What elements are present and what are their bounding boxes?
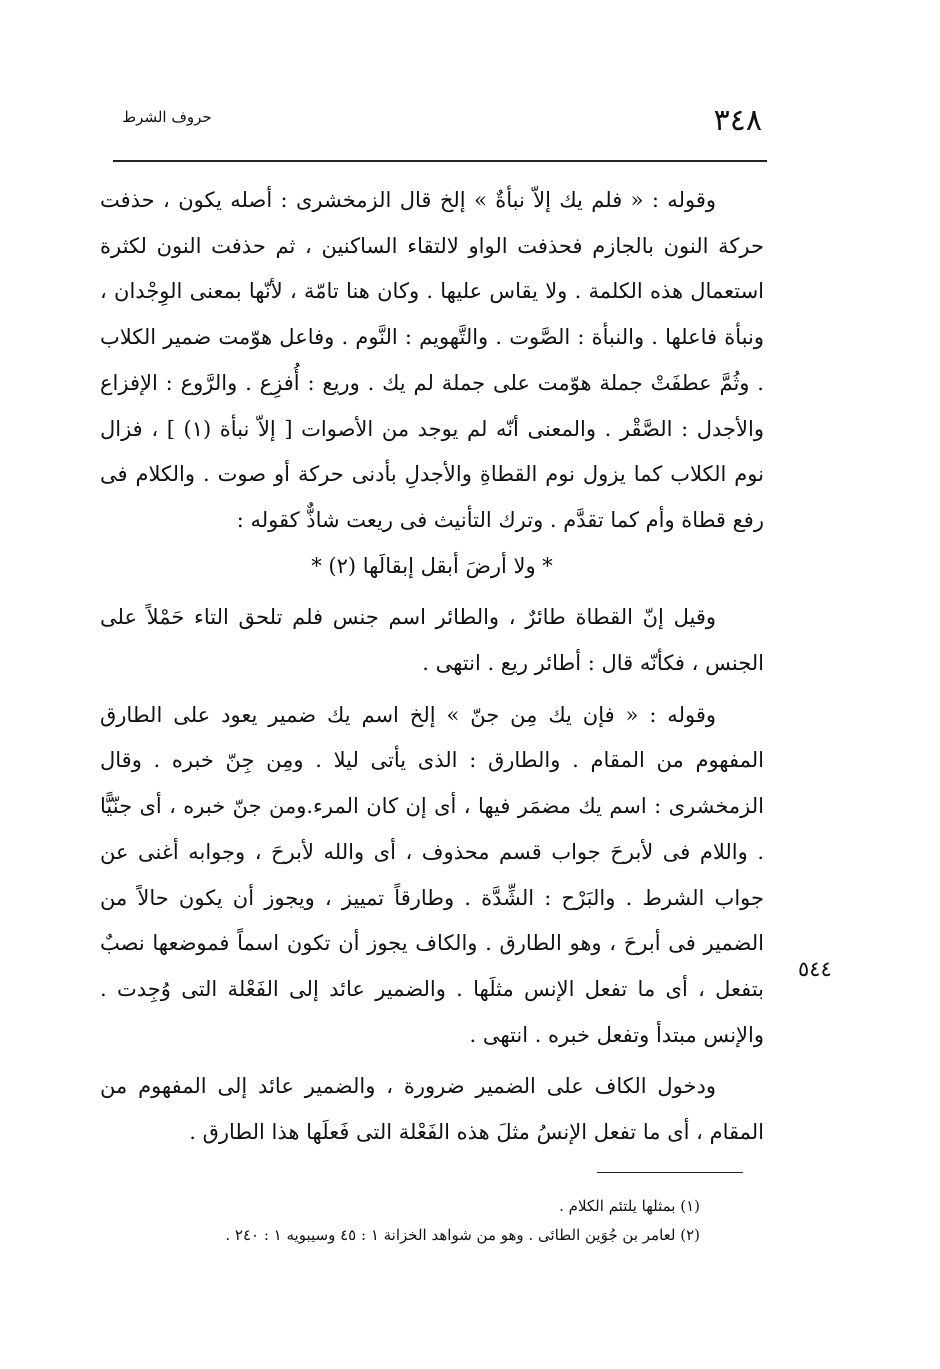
running-title: حروف الشرط: [122, 108, 212, 126]
footnote-rule: [597, 1172, 743, 1173]
margin-number: ٥٤٤: [798, 957, 832, 981]
footnote-1: (١) بمثلها يلتئم الكلام .: [559, 1197, 700, 1215]
paragraph-2: وقيل إنّ القطاة طائرٌ ، والطائر اسم جنس فلم تلحق التاء حَمْلاً على الجنس ، فكأنّه قال : أطائر ريع . انتهى .: [100, 605, 764, 676]
verse-line: * ولا أرضَ أبقل إبقالَها (٢) *: [311, 553, 553, 578]
body-text: [100, 178, 764, 1156]
footnotes: [140, 1192, 700, 1250]
paragraph-4: ودخول الكاف على الضمير ضرورة ، والضمير عائد إلى المفهوم من المقام ، أى ما تفعل الإنسُ مثلَ هذه الفَعْلة التى فَعلَها هذا الطارق .: [100, 1074, 764, 1145]
paragraph-3: وقوله : « فإن يك مِن جنّ » إلخ اسم يك ضمير يعود على الطارق المفهوم من المقام . والطارق : الذى يأتى ليلا . ومِن جِنّ خبره . وقال الزمخشرى : اسم يك مضمَر فيها ، أى إن كان المرء.ومن جنّ خبره ، أى جنّيًّا . واللام فى لأبرحَ جواب قسم محذوف ، أى والله لأبرحَ ، وجوابه أغنى عن جواب الشرط . والبَرْح : الشِّدَّة . وطارقاً تمييز ، ويجوز أن يكون حالاً من الضمير فى أبرحَ ، وهو الطارق . والكاف يجوز أن تكون اسماً فموضعها نصبٌ بتفعل ، أى ما تفعل الإنس مثلَها . والضمير عائد إلى الفَعْلة التى وُجِدت . والإنس مبتدأ وتفعل خبره . انتهى .: [100, 702, 764, 1047]
header-rule: [113, 160, 767, 162]
page-number: ٣٤٨: [713, 103, 762, 138]
footnote-2: (٢) لعامر بن جُوَين الطائى . وهو من شواهد الخزانة ١ : ٤٥ وسيبويه ١ : ٢٤٠ .: [225, 1226, 700, 1244]
paragraph-1: وقوله : « فلم يك إلاّ نبأةٌ » إلخ قال الزمخشرى : أصله يكون ، حذفت حركة النون بالجازم فحذفت الواو لالتقاء الساكنين ، ثم حذفت النون لكثرة استعمال هذه الكلمة . ولا يقاس عليها . وكان هنا تامّة ، لأنّها بمعنى الوِجْدان ، ونبأة فاعلها . والنبأة : الصَّوت . والتَّهويم : النَّوم . وفاعل هوّمت ضمير الكلاب . وثُمَّ عطفَتْ جملة هوّمت على جملة لم يك . وريع : أُفزِع . والرَّوع : الإفزاع والأجدل : الصَّقْر . والمعنى أنّه لم يوجد من الأصوات [ إلاّ نبأة (١) ] ، فزال نوم الكلاب كما يزول نوم القطاةِ والأجدلِ بأدنى حركة أو صوت . والكلام فى رفع قطاة وأم كما تقدَّم . وترك التأنيث فى ريعت شاذٌّ كقوله :: [100, 188, 764, 532]
